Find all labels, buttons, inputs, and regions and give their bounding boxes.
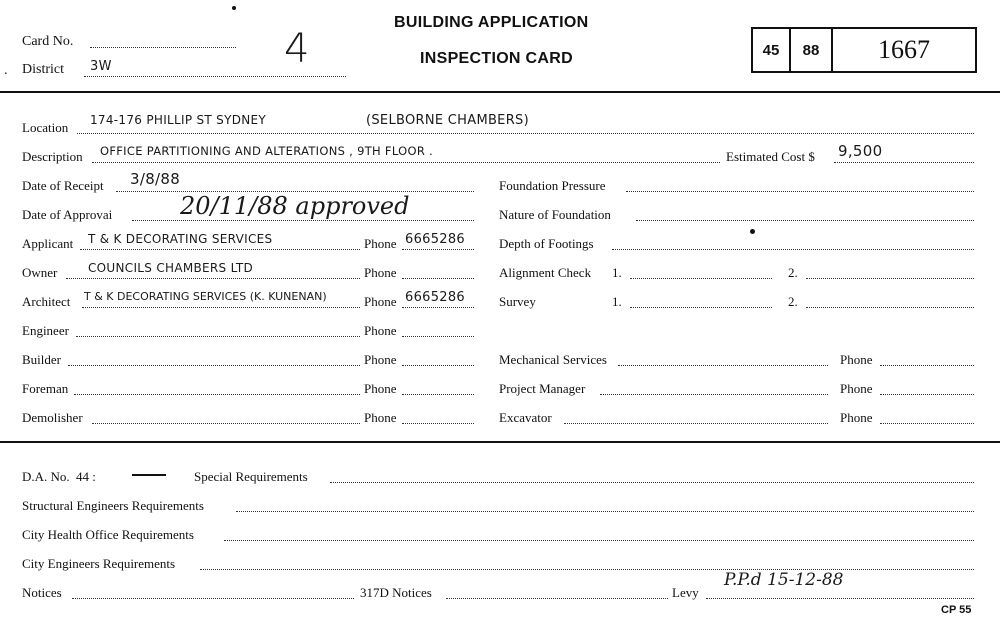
box-field-a: 45 (753, 29, 791, 71)
box-field-number: 1667 (878, 35, 930, 64)
description-value: OFFICE PARTITIONING AND ALTERATIONS , 9TH FLOOR . (100, 144, 434, 158)
alignment-check-label: Alignment Check (499, 265, 592, 280)
card-no-field (90, 47, 236, 48)
estimated-cost-value: 9,500 (838, 142, 883, 160)
engineer-label: Engineer (22, 323, 69, 338)
project-manager-label: Project Manager (499, 381, 586, 396)
card-no-label: Card No. (22, 34, 74, 49)
box-field-b: 88 (791, 29, 833, 71)
nature-foundation-label: Nature of Foundation (499, 207, 611, 222)
demolisher-phone-label: Phone (364, 410, 397, 425)
approval-label: Date of Approvai (22, 207, 113, 222)
excavator-label: Excavator (499, 410, 552, 425)
receipt-value: 3/8/88 (130, 170, 181, 188)
approval-value: 20/11/88 approved (180, 192, 410, 220)
da-label: D.A. No. (22, 469, 70, 484)
survey-one: 1. (612, 294, 622, 309)
alignment-two: 2. (788, 265, 798, 280)
top-divider (0, 91, 1000, 93)
receipt-label: Date of Receipt (22, 178, 104, 193)
notices-label: Notices (22, 585, 62, 600)
description-label: Description (22, 149, 83, 164)
district-value: 3W (90, 59, 112, 74)
survey-label: Survey (499, 294, 536, 309)
depth-footings-label: Depth of Footings (499, 236, 594, 251)
card-handwritten-mark: 4 (284, 26, 310, 72)
applicant-label: Applicant (22, 236, 74, 251)
city-engineers-label: City Engineers Requirements (22, 556, 176, 571)
owner-label: Owner (22, 265, 58, 280)
engineer-phone-label: Phone (364, 323, 397, 338)
excavator-phone-label: Phone (840, 410, 873, 425)
location-label: Location (22, 120, 69, 135)
district-field (84, 76, 346, 77)
architect-value: T & K DECORATING SERVICES (K. KUNENAN) (84, 290, 327, 303)
survey-two: 2. (788, 294, 798, 309)
foreman-label: Foreman (22, 381, 69, 396)
estimated-cost-label: Estimated Cost $ (726, 149, 815, 164)
mechanical-phone-label: Phone (840, 352, 873, 367)
owner-value: COUNCILS CHAMBERS LTD (88, 261, 254, 275)
title-line2: INSPECTION CARD (420, 50, 573, 67)
middle-divider (0, 441, 1000, 443)
project-manager-phone-label: Phone (840, 381, 873, 396)
owner-phone-label: Phone (364, 265, 397, 280)
card-number-box (751, 27, 977, 73)
architect-phone-value: 6665286 (405, 290, 465, 305)
da-value: 44 : (76, 469, 96, 484)
builder-label: Builder (22, 352, 61, 367)
demolisher-label: Demolisher (22, 410, 83, 425)
structural-label: Structural Engineers Requirements (22, 498, 204, 513)
levy-value: P.P.d 15-12-88 (724, 570, 844, 590)
location-extra: (SELBORNE CHAMBERS) (366, 113, 529, 128)
applicant-value: T & K DECORATING SERVICES (88, 232, 273, 246)
mechanical-label: Mechanical Services (499, 352, 607, 367)
architect-phone-label: Phone (364, 294, 397, 309)
form-code: CP 55 (941, 604, 972, 616)
builder-phone-label: Phone (364, 352, 397, 367)
special-label: Special Requirements (194, 469, 308, 484)
location-value: 174-176 PHILLIP ST SYDNEY (90, 113, 267, 127)
alignment-one: 1. (612, 265, 622, 280)
title-line1: BUILDING APPLICATION (394, 14, 589, 31)
applicant-phone-value: 6665286 (405, 232, 465, 247)
notices-317d-label: 317D Notices (360, 585, 432, 600)
applicant-phone-label: Phone (364, 236, 397, 251)
bullet-mark: . (4, 63, 8, 78)
architect-label: Architect (22, 294, 71, 309)
da-dash-mark (132, 474, 166, 476)
foundation-pressure-label: Foundation Pressure (499, 178, 606, 193)
foreman-phone-label: Phone (364, 381, 397, 396)
health-label: City Health Office Requirements (22, 527, 194, 542)
ink-speck (232, 6, 236, 10)
levy-label: Levy (672, 585, 699, 600)
ink-dot (750, 229, 755, 234)
district-label: District (22, 62, 64, 77)
